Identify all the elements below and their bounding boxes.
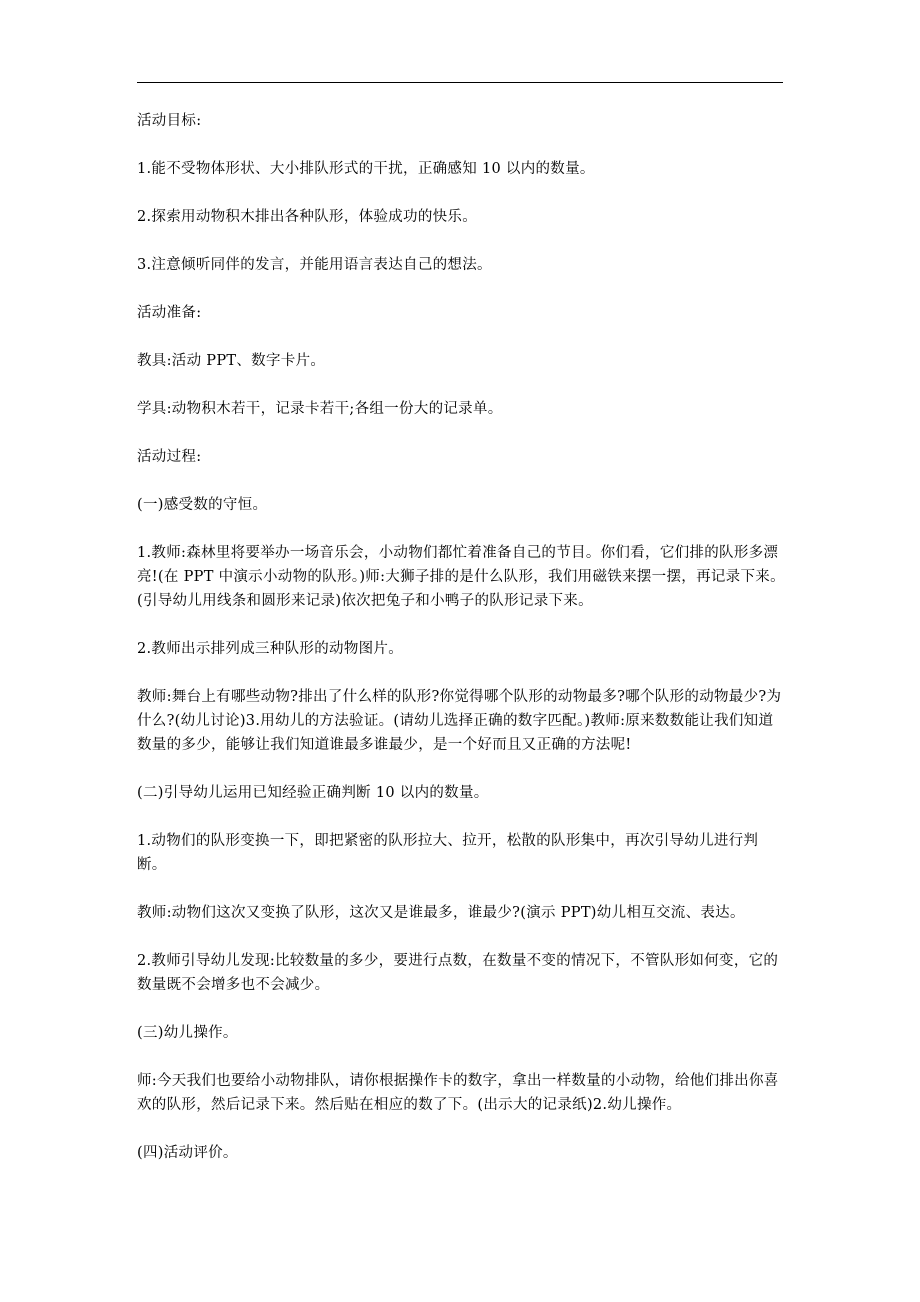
process-step-2-heading: (二)引导幼儿运用已知经验正确判断 10 以内的数量。 xyxy=(137,785,489,801)
goal-item-1: 1.能不受物体形状、大小排队形式的干扰，正确感知 10 以内的数量。 xyxy=(137,161,595,177)
goal-item-2: 2.探索用动物积木排出各种队形，体验成功的快乐。 xyxy=(137,209,478,225)
header-rule xyxy=(137,82,783,83)
preparation-teacher-materials: 教具:活动 PPT、数字卡片。 xyxy=(137,353,326,369)
document-body xyxy=(137,109,787,1189)
process-step-2-paragraph-3: 2.教师引导幼儿发现:比较数量的多少，要进行点数，在数量不变的情况下，不管队形如何变，它的数量既不会增多也不会减少。 xyxy=(137,953,779,993)
process-step-4-heading: (四)活动评价。 xyxy=(137,1145,238,1161)
process-step-1-paragraph-2: 2.教师出示排列成三种队形的动物图片。 xyxy=(137,641,404,657)
section-heading-goals: 活动目标: xyxy=(137,113,202,129)
process-step-2-paragraph-2: 教师:动物们这次又变换了队形，这次又是谁最多，谁最少?(演示 PPT)幼儿相互交流、表达。 xyxy=(137,905,745,921)
process-step-1-heading: (一)感受数的守恒。 xyxy=(137,497,268,513)
process-step-2-paragraph-1: 1.动物们的队形变换一下，即把紧密的队形拉大、拉开，松散的队形集中，再次引导幼儿进行判断。 xyxy=(137,833,759,873)
section-heading-process: 活动过程: xyxy=(137,449,202,465)
process-step-1-paragraph-1: 1.教师:森林里将要举办一场音乐会，小动物们都忙着准备自己的节目。你们看，它们排的队形多漂亮!(在 PPT 中演示小动物的队形。)师:大狮子排的是什么队形，我们用磁铁来摆一摆，再记录下来。(引导幼儿用线条和圆形来记录)依次把兔子和小鸭子的队形记录下来。 xyxy=(137,545,785,609)
process-step-3-heading: (三)幼儿操作。 xyxy=(137,1025,238,1041)
section-heading-preparation: 活动准备: xyxy=(137,305,202,321)
process-step-3-paragraph-1: 师:今天我们也要给小动物排队，请你根据操作卡的数字，拿出一样数量的小动物，给他们排出你喜欢的队形，然后记录下来。然后贴在相应的数了下。(出示大的记录纸)2.幼儿操作。 xyxy=(137,1073,779,1113)
goal-item-3: 3.注意倾听同伴的发言，并能用语言表达自己的想法。 xyxy=(137,257,492,273)
process-step-1-paragraph-3: 教师:舞台上有哪些动物?排出了什么样的队形?你觉得哪个队形的动物最多?哪个队形的动物最少?为什么?(幼儿讨论)3.用幼儿的方法验证。(请幼儿选择正确的数字匹配。)教师:原来数数能让我们知道数量的多少，能够让我们知道谁最多谁最少，是一个好而且又正确的方法呢! xyxy=(137,689,782,753)
preparation-student-materials: 学具:动物积木若干，记录卡若干;各组一份大的记录单。 xyxy=(137,401,503,417)
